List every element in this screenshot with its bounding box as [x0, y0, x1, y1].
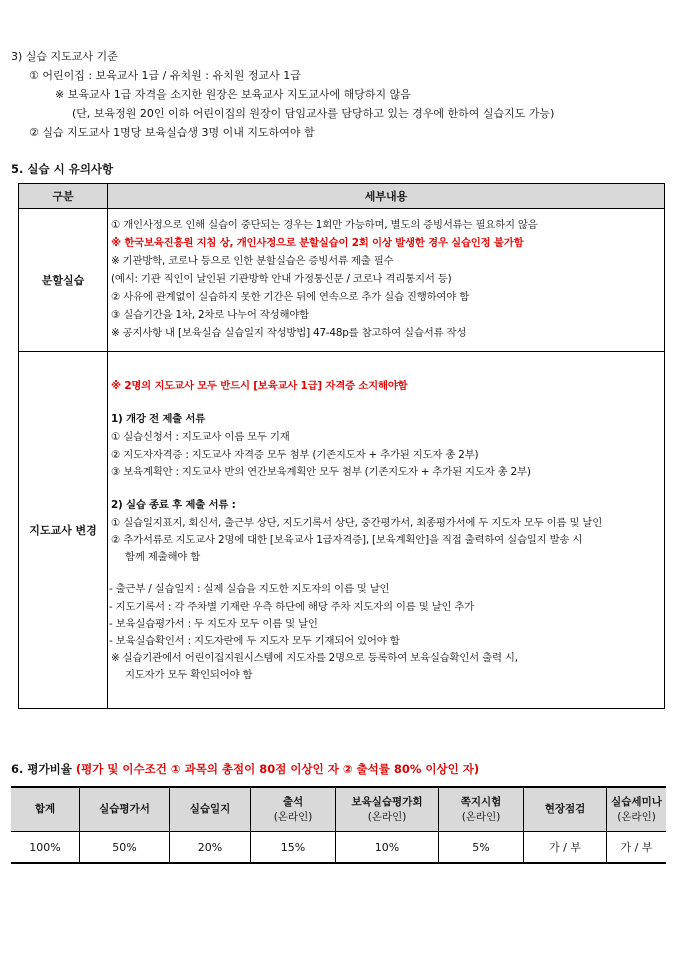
col-site-check: 현장점검 [524, 787, 607, 832]
val-attendance: 15% [251, 832, 336, 864]
change-line-9: 함께 제출해야 함 [125, 551, 201, 563]
change-line-3: ① 실습신청서 : 지도교사 이름 모두 기재 [111, 431, 290, 443]
col-total: 합계 [11, 787, 80, 832]
val-quiz: 5% [439, 832, 524, 864]
sec3-note1: ※ 보육교사 1급 자격을 소지한 원장은 보육교사 지도교사에 해당하지 않음 [55, 88, 411, 101]
sec6-title-text: 6. 평가비율 [11, 762, 72, 776]
row-split-label: 분할실습 [19, 209, 108, 352]
row-teacher-change-label: 지도교사 변경 [19, 352, 108, 709]
change-line-1: ※ 2명의 지도교사 모두 반드시 [보육교사 1급] 자격증 소지해야함 [111, 380, 408, 392]
sec3-title: 3) 실습 지도교사 기준 [11, 50, 118, 63]
col-practice-eval: 실습평가서 [80, 787, 170, 832]
sec6-title-conditions: (평가 및 이수조건 ① 과목의 총점이 80점 이상인 자 ② 출석률 80% 이상인 자) [75, 762, 480, 776]
col-eval-meeting: 보육실습평가회 (온라인) [336, 787, 439, 832]
evaluation-ratio-table [11, 786, 666, 864]
sec3-item1: ① 어린이집 : 보육교사 1급 / 유치원 : 유치원 정교사 1급 [29, 69, 301, 82]
change-line-14: ※ 실습기관에서 어린이집지원시스템에 지도자를 2명으로 등록하여 보육실습확인서 출력 시, [111, 652, 518, 664]
split-line-5: ② 사유에 관계없이 실습하지 못한 기간은 뒤에 연속으로 추가 실습 진행하여야 함 [111, 291, 470, 303]
sec3-item2: ② 실습 지도교사 1명당 보육실습생 3명 이내 지도하여야 함 [29, 126, 315, 139]
header-details: 세부내용 [108, 184, 665, 209]
col-practice-journal: 실습일지 [170, 787, 251, 832]
col-seminar: 실습세미나 (온라인) [607, 787, 667, 832]
change-line-2: 1) 개강 전 제출 서류 [111, 413, 206, 425]
split-line-4: (예시: 기관 직인이 날인된 기관방학 안내 가정통신문 / 코로나 격리통지서 등) [111, 273, 452, 285]
val-practice-eval: 50% [80, 832, 170, 864]
change-line-12: - 보육실습평가서 : 두 지도자 모두 이름 및 날인 [109, 618, 318, 630]
sec5-title: 5. 실습 시 유의사항 [11, 162, 114, 176]
col-quiz: 쪽지시험 (온라인) [439, 787, 524, 832]
split-line-6: ③ 실습기간을 1차, 2차로 나누어 작성해야함 [111, 309, 309, 321]
change-line-7: ① 실습일지표지, 회신서, 출근부 상단, 지도기록서 상단, 중간평가서, 최종평가서에 두 지도자 모두 이름 및 날인 [111, 517, 603, 529]
precautions-table [18, 183, 665, 709]
change-line-15: 지도자가 모두 확인되어야 함 [125, 669, 253, 681]
split-line-1: ① 개인사정으로 인해 실습이 중단되는 경우는 1회만 가능하며, 별도의 증빙서류는 필요하지 않음 [111, 219, 538, 231]
change-line-10: - 출근부 / 실습일지 : 실제 실습을 지도한 지도자의 이름 및 날인 [109, 583, 390, 595]
split-line-3: ※ 기관방학, 코로나 등으로 인한 분할실습은 증빙서류 제출 필수 [111, 255, 394, 267]
sec3-note1b: (단, 보육정원 20인 이하 어린이집의 원장이 담임교사를 담당하고 있는 경우에 한하여 실습지도 가능) [72, 107, 555, 120]
split-line-7: ※ 공지사항 내 [보육실습 실습일지 작성방법] 47-48p를 참고하여 실습서류 작성 [111, 327, 467, 339]
change-line-13: - 보육실습확인서 : 지도자란에 두 지도자 모두 기재되어 있어야 함 [109, 635, 400, 647]
header-category: 구분 [19, 184, 108, 209]
col-attendance: 출석 (온라인) [251, 787, 336, 832]
change-line-4: ② 지도자자격증 : 지도교사 자격증 모두 첨부 (기존지도자 + 추가된 지도자 총 2부) [111, 449, 479, 461]
val-seminar: 가 / 부 [607, 832, 667, 864]
split-line-2: ※ 한국보육진흥원 지침 상, 개인사정으로 분할실습이 2회 이상 발생한 경우 실습인정 불가함 [111, 237, 524, 249]
change-line-11: - 지도기록서 : 각 주차별 기재란 우측 하단에 해당 주차 지도자의 이름 및 날인 추가 [109, 601, 475, 613]
change-line-8: ② 추가서류로 지도교사 2명에 대한 [보육교사 1급자격증], [보육계획안]을 직접 출력하여 실습일지 발송 시 [111, 534, 583, 546]
sec6-title [11, 762, 479, 776]
row-teacher-change-details [108, 352, 665, 709]
change-line-5: ③ 보육계획안 : 지도교사 반의 연간보육계획안 모두 첨부 (기존지도자 + 추가된 지도자 총 2부) [111, 466, 531, 478]
val-practice-journal: 20% [170, 832, 251, 864]
val-total: 100% [11, 832, 80, 864]
row-split-details [108, 209, 665, 352]
val-eval-meeting: 10% [336, 832, 439, 864]
change-line-6: 2) 실습 종료 후 제출 서류 : [111, 499, 236, 511]
val-site-check: 가 / 부 [524, 832, 607, 864]
